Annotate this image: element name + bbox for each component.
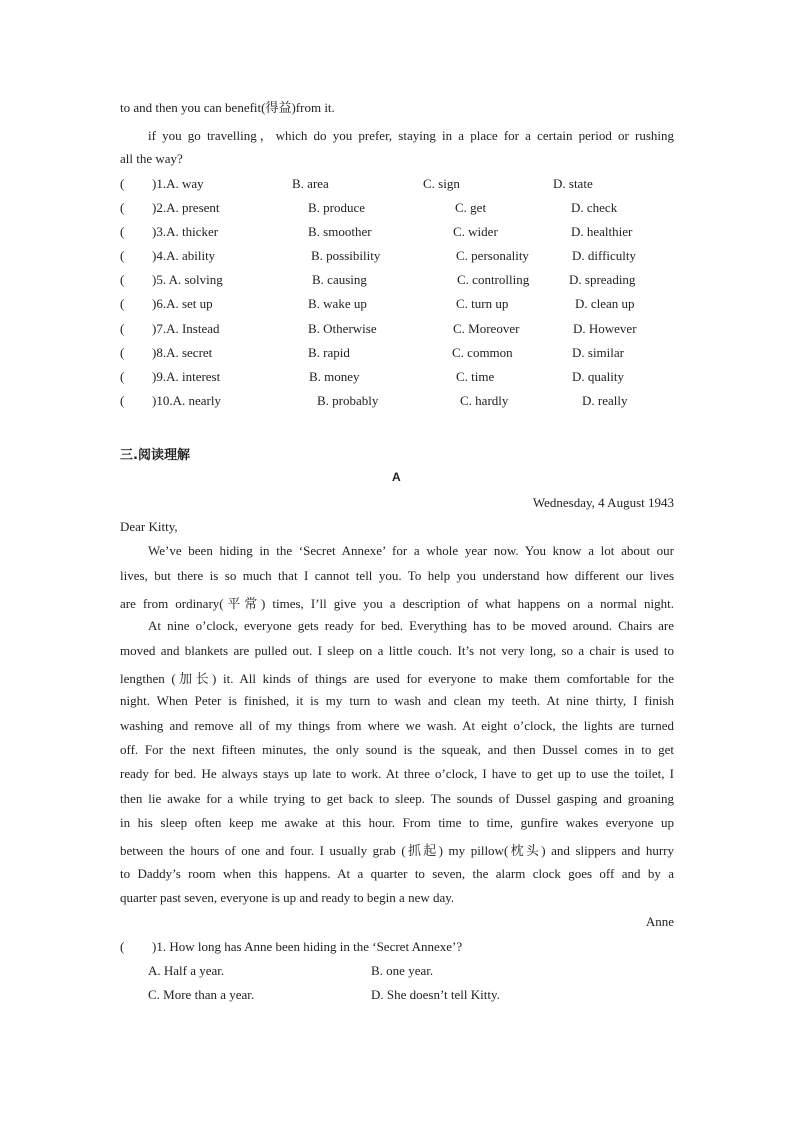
option-c: C. get — [455, 200, 487, 215]
option-b: B. smoother — [308, 224, 372, 239]
option-c: C. Moreover — [453, 321, 520, 336]
answer-blank[interactable]: ( — [120, 345, 125, 360]
cloze-row-7 — [120, 321, 680, 339]
letter-date: Wednesday, 4 August 1943 — [532, 495, 674, 510]
paragraph-line: night. When Peter is finished, it is my turn to wash and clean my teeth. At nine thirty, I finish — [120, 693, 674, 708]
cloze-row-10 — [120, 393, 680, 411]
option-a: )6.A. set up — [152, 296, 213, 311]
paragraph-line: lengthen (加长) it. All kinds of things are used for everyone to make them comfortable for the — [120, 671, 674, 686]
paragraph-line: lives, but there is so much that I cannot tell you. To help you understand how different our lives — [120, 568, 674, 583]
option-a: )1.A. way — [152, 176, 204, 191]
option-d: D. really — [582, 393, 628, 408]
cloze-row-5 — [120, 272, 680, 290]
cloze-row-9 — [120, 369, 680, 387]
paragraph-line: We’ve been hiding in the ‘Secret Annexe’ for a whole year now. You know a lot about our — [148, 543, 674, 558]
option-b: B. probably — [317, 393, 379, 408]
option-a: )10.A. nearly — [152, 393, 221, 408]
option-d: D. She doesn’t tell Kitty. — [371, 987, 500, 1002]
paragraph-line: to Daddy’s room when this happens. At a quarter to seven, the alarm clock goes off and by a — [120, 866, 674, 881]
option-a: )4.A. ability — [152, 248, 216, 263]
option-b: B. produce — [308, 200, 366, 215]
paragraph-line: At nine o’clock, everyone gets ready for bed. Everything has to be moved around. Chairs are — [148, 618, 674, 633]
paragraph-line: then lie awake for a while trying to get back to sleep. The sounds of Dussel gasping and groaning — [120, 791, 674, 806]
option-c: C. turn up — [456, 296, 509, 311]
option-c: C. common — [452, 345, 513, 360]
option-b: B. one year. — [371, 963, 434, 978]
passage-label: A — [392, 470, 401, 484]
answer-blank[interactable]: ( — [120, 176, 125, 191]
question-stem: )1. How long has Anne been hiding in the ‘Secret Annexe’? — [152, 939, 463, 954]
option-b: B. wake up — [308, 296, 367, 311]
option-c: C. hardly — [460, 393, 509, 408]
answer-blank[interactable]: ( — [120, 248, 125, 263]
option-a: )8.A. secret — [152, 345, 213, 360]
option-b: B. Otherwise — [308, 321, 377, 336]
answer-blank[interactable]: ( — [120, 224, 125, 239]
option-d: D. state — [553, 176, 593, 191]
option-c: C. sign — [423, 176, 460, 191]
answer-blank[interactable]: ( — [120, 296, 125, 311]
section-title: 三.阅读理解 — [120, 448, 190, 463]
cloze-row-6 — [120, 296, 680, 314]
option-a: A. Half a year. — [148, 963, 225, 978]
option-d: D. similar — [572, 345, 624, 360]
answer-blank[interactable]: ( — [120, 939, 125, 954]
option-b: B. area — [292, 176, 329, 191]
option-c: C. personality — [456, 248, 529, 263]
option-a: )7.A. Instead — [152, 321, 220, 336]
answer-blank[interactable]: ( — [120, 200, 125, 215]
option-d: D. clean up — [575, 296, 635, 311]
paragraph-line: washing and remove all of my things from where we wash. At eight o’clock, the lights are turned — [120, 718, 674, 733]
option-a: )2.A. present — [152, 200, 220, 215]
paragraph-line: off. For the next fifteen minutes, the only sound is the squeak, and then Dussel comes in to get — [120, 742, 674, 757]
option-d: D. spreading — [569, 272, 636, 287]
cloze-row-1 — [120, 176, 680, 194]
answer-blank[interactable]: ( — [120, 272, 125, 287]
cloze-row-8 — [120, 345, 680, 363]
cloze-row-4 — [120, 248, 680, 266]
option-d: D. healthier — [571, 224, 633, 239]
option-b: B. causing — [312, 272, 367, 287]
intro-line-2: if you go travelling，which do you prefer, staying in a place for a certain period or rushing — [148, 128, 674, 143]
paragraph-line: in his sleep often keep me awake at this hour. From time to time, gunfire wakes everyone up — [120, 815, 674, 830]
option-c: C. More than a year. — [148, 987, 255, 1002]
option-d: D. check — [571, 200, 618, 215]
answer-blank[interactable]: ( — [120, 321, 125, 336]
intro-line-3: all the way? — [120, 151, 183, 166]
cloze-row-3 — [120, 224, 680, 242]
option-c: C. wider — [453, 224, 498, 239]
option-d: D. quality — [572, 369, 624, 384]
option-b: B. money — [309, 369, 360, 384]
paragraph-line: quarter past seven, everyone is up and ready to begin a new day. — [120, 890, 455, 905]
cloze-row-2 — [120, 200, 680, 218]
option-c: C. controlling — [457, 272, 530, 287]
letter-salutation: Dear Kitty, — [120, 519, 178, 534]
letter-signature: Anne — [645, 914, 674, 929]
option-b: B. rapid — [308, 345, 350, 360]
option-d: D. difficulty — [572, 248, 637, 263]
intro-line-1: to and then you can benefit(得益)from it. — [120, 100, 335, 115]
paragraph-line: ready for bed. He always stays up late to work. At three o’clock, I have to get up to use the toilet, I — [120, 766, 674, 781]
option-a: )9.A. interest — [152, 369, 221, 384]
option-a: )5. A. solving — [152, 272, 223, 287]
answer-blank[interactable]: ( — [120, 393, 125, 408]
paragraph-line: moved and blankets are pulled out. I sleep on a little couch. It’s not very long, so a chair is used to — [120, 643, 674, 658]
paragraph-line: between the hours of one and four. I usually grab (抓起) my pillow(枕头) and slippers and hurry — [120, 843, 674, 858]
answer-blank[interactable]: ( — [120, 369, 125, 384]
option-b: B. possibility — [311, 248, 381, 263]
option-c: C. time — [456, 369, 495, 384]
option-d: D. However — [573, 321, 637, 336]
paragraph-line: are from ordinary(平常) times, I’ll give you a description of what happens on a normal night. — [120, 596, 674, 611]
option-a: )3.A. thicker — [152, 224, 219, 239]
